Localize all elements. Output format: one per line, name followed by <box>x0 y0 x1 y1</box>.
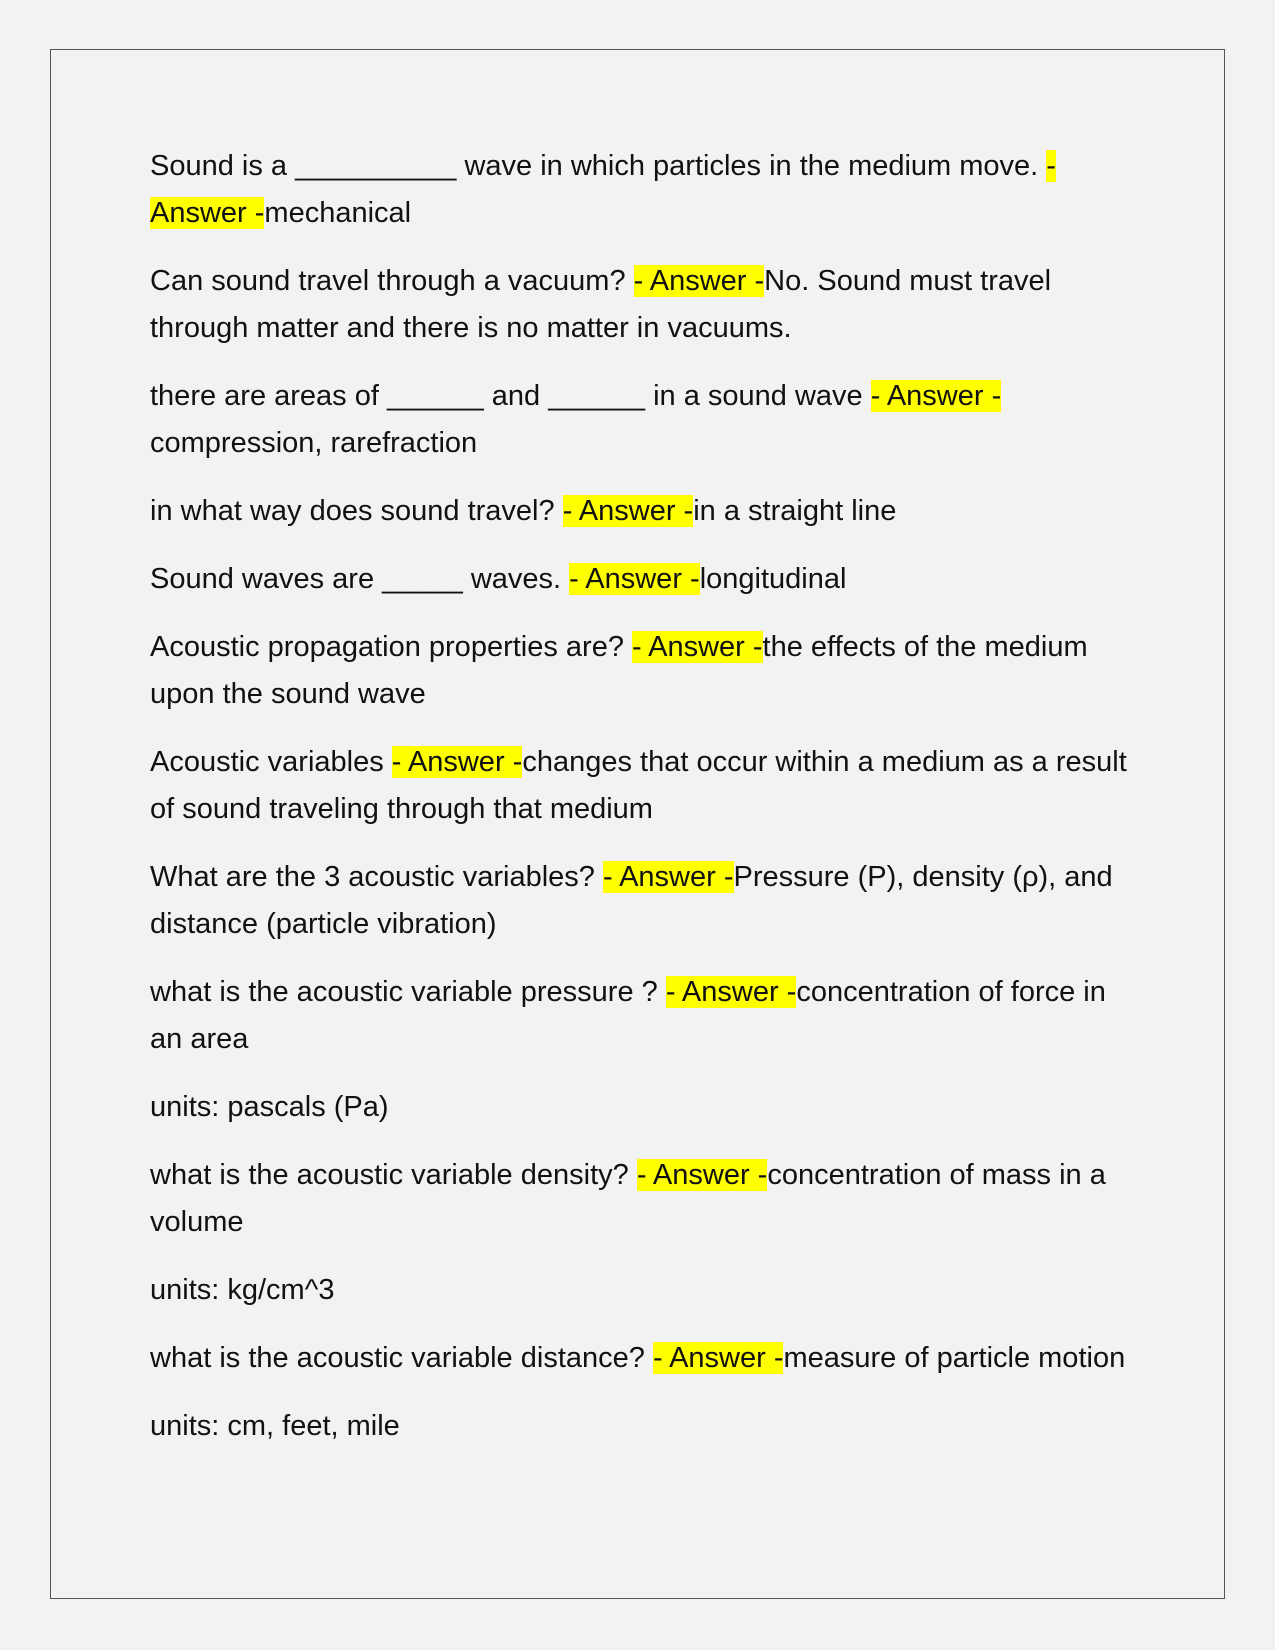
answer-marker: - Answer - <box>632 631 763 663</box>
answer-text: compression, rarefraction <box>150 427 478 459</box>
units-note: units: pascals (Pa) <box>150 1091 389 1123</box>
qa-item <box>150 624 1140 718</box>
units-note: units: kg/cm^3 <box>150 1274 335 1306</box>
answer-marker: - Answer - <box>150 150 1056 229</box>
qa-item <box>150 488 1140 535</box>
answer-marker: - Answer - <box>391 746 523 778</box>
answer-marker: - Answer - <box>633 265 765 297</box>
qa-item <box>150 1335 1140 1382</box>
question-text: Sound waves are _____ waves. <box>150 563 570 595</box>
answer-marker: - Answer - <box>665 976 797 1008</box>
answer-text: in a straight line <box>693 495 897 527</box>
answer-marker: - Answer - <box>652 1342 784 1374</box>
question-text: in what way does sound travel? <box>150 495 563 527</box>
answer-marker: - Answer - <box>562 495 694 527</box>
answer-text: concentration of force in an area <box>150 976 1106 1055</box>
answer-marker: - Answer - <box>602 861 734 893</box>
question-text: what is the acoustic variable pressure ? <box>150 976 666 1008</box>
qa-item <box>150 854 1140 948</box>
question-text: what is the acoustic variable density? <box>150 1159 637 1191</box>
answer-marker: - Answer - <box>569 563 700 595</box>
question-text: Sound is a __________ wave in which particles in the medium move. <box>150 150 1047 182</box>
answer-text: the effects of the medium upon the sound wave <box>150 631 1088 710</box>
answer-text: concentration of mass in a volume <box>150 1159 1106 1238</box>
answer-text: Pressure (P), density (ρ), and distance (particle vibration) <box>150 861 1113 940</box>
answer-text: measure of particle motion <box>783 1342 1126 1374</box>
qa-item <box>150 373 1140 467</box>
answer-text: longitudinal <box>699 563 847 595</box>
question-text: Acoustic variables <box>150 746 392 778</box>
qa-item <box>150 1152 1140 1246</box>
question-text: Can sound travel through a vacuum? <box>150 265 634 297</box>
units-note: units: cm, feet, mile <box>150 1410 400 1442</box>
question-text: what is the acoustic variable distance? <box>150 1342 653 1374</box>
qa-item <box>150 969 1140 1063</box>
question-text: Acoustic propagation properties are? <box>150 631 633 663</box>
answer-text: No. Sound must travel through matter and there is no matter in vacuums. <box>150 265 1052 344</box>
answer-text: changes that occur within a medium as a result of sound traveling through that medium <box>150 746 1127 825</box>
qa-item <box>150 143 1140 237</box>
answer-marker: - Answer - <box>870 380 1002 412</box>
qa-item <box>150 739 1140 833</box>
qa-item <box>150 258 1140 352</box>
answer-marker: - Answer - <box>636 1159 768 1191</box>
question-text: there are areas of ______ and ______ in a sound wave <box>150 380 871 412</box>
document-body <box>150 143 1140 1471</box>
question-text: What are the 3 acoustic variables? <box>150 861 603 893</box>
answer-text: mechanical <box>264 197 412 229</box>
qa-item <box>150 556 1140 603</box>
